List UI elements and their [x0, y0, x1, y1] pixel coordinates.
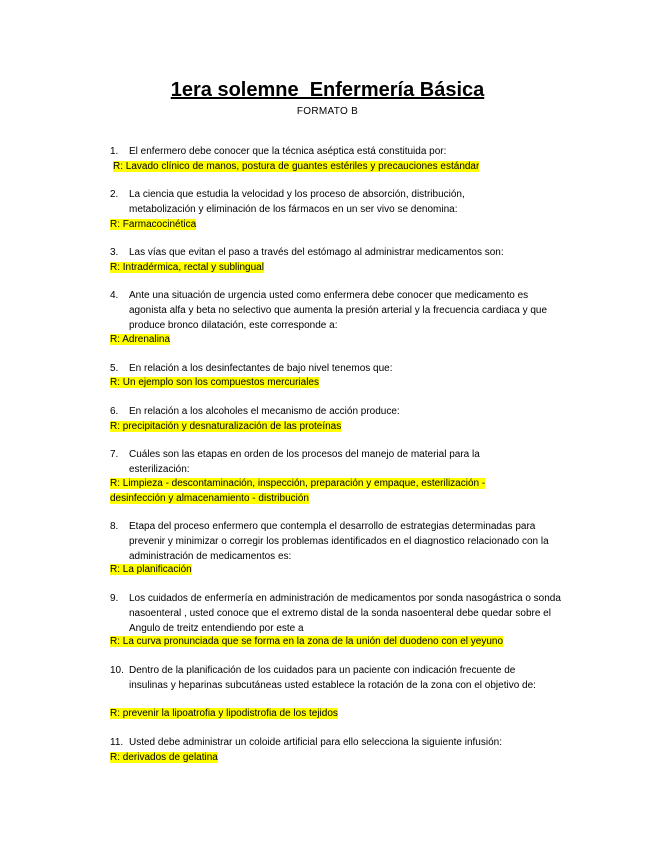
answer-7	[110, 476, 520, 506]
answer-text: R: La curva pronunciada que se forma en la zona de la unión del duodeno con el yeyuno	[110, 636, 504, 647]
question-number: 9.	[110, 593, 119, 604]
question-4	[110, 288, 565, 333]
answer-4	[110, 332, 170, 347]
question-text: Usted debe administrar un coloide artificial para ello selecciona la siguiente infusión:	[129, 737, 502, 748]
answer-text: R: derivados de gelatina	[110, 752, 218, 763]
question-text: Las vías que evitan el paso a través del estómago al administrar medicamentos son:	[129, 247, 504, 258]
answer-3	[110, 260, 264, 275]
question-text: Los cuidados de enfermería en administración de medicamentos por sonda nasogástrica o sonda nasoenteral , usted conoce que el extremo distal de la sonda nasoenteral debe quedar sobre el Angulo de treitz entendiendo por este a	[129, 593, 561, 634]
answer-text: R: La planificación	[110, 564, 192, 575]
question-1	[110, 144, 580, 159]
answer-2	[110, 217, 196, 232]
question-text: En relación a los alcoholes el mecanismo de acción produce:	[129, 406, 400, 417]
answer-text: R: Lavado clínico de manos, postura de guantes estériles y precauciones estándar	[113, 161, 480, 172]
page-title: 1era solemne Enfermería Básica	[170, 79, 485, 101]
answer-text: R: Adrenalina	[110, 334, 171, 345]
answer-11	[110, 750, 218, 765]
question-text: Dentro de la planificación de los cuidados para un paciente con indicación frecuente de insulinas y heparinas subcutáneas usted establece la rotación de la zona con el objetivo de:	[129, 665, 536, 691]
question-11	[110, 735, 560, 750]
answer-text: R: precipitación y desnaturalización de las proteínas	[110, 421, 342, 432]
question-10	[110, 663, 555, 693]
question-3	[110, 245, 580, 260]
question-number: 4.	[110, 290, 119, 301]
question-text: Etapa del proceso enfermero que contempla el desarrollo de estrategias determinadas para prevenir y minimizar o corregir los problemas identificados en el diagnostico relacionado con la administración de medicamentos es:	[129, 521, 549, 562]
question-6	[110, 404, 580, 419]
question-number: 10.	[110, 665, 124, 676]
question-number: 11.	[110, 737, 124, 748]
answer-text: R: Un ejemplo son los compuestos mercuriales	[110, 377, 319, 388]
answer-1	[113, 159, 479, 174]
answer-text: R: Farmacocinética	[110, 219, 197, 230]
question-number: 1.	[110, 146, 119, 157]
question-text: En relación a los desinfectantes de bajo nivel tenemos que:	[129, 363, 393, 374]
page-subtitle: FORMATO B	[296, 106, 359, 117]
question-number: 5.	[110, 363, 119, 374]
question-text: Cuáles son las etapas en orden de los procesos del manejo de material para la esterilización:	[129, 449, 480, 475]
question-number: 8.	[110, 521, 119, 532]
question-number: 3.	[110, 247, 119, 258]
answer-5	[110, 375, 319, 390]
question-number: 2.	[110, 189, 119, 200]
answer-text: R: Intradérmica, rectal y sublingual	[110, 262, 264, 273]
question-7	[110, 447, 530, 477]
question-number: 7.	[110, 449, 119, 460]
question-text: El enfermero debe conocer que la técnica aséptica está constituida por:	[129, 146, 447, 157]
question-8	[110, 519, 560, 564]
answer-text: R: Limpieza - descontaminación, inspección, preparación y empaque, esterilización - desinfección y almacenamiento - distribución	[110, 478, 486, 504]
question-number: 6.	[110, 406, 119, 417]
answer-6	[110, 419, 341, 434]
question-5	[110, 361, 580, 376]
question-text: Ante una situación de urgencia usted como enfermera debe conocer que medicamento es agonista alfa y beta no selectivo que aumenta la presión arterial y la frecuencia cardiaca y que produce bronco dilatación, este corresponde a:	[129, 290, 548, 331]
answer-10	[110, 706, 338, 721]
question-text: La ciencia que estudia la velocidad y los proceso de absorción, distribución, metabolización y eliminación de los fármacos en un ser vivo se denomina:	[129, 189, 465, 215]
answer-9	[110, 634, 503, 649]
answer-text: R: prevenir la lipoatrofia y lipodistrofia de los tejidos	[110, 708, 338, 719]
answer-8	[110, 562, 192, 577]
question-9	[110, 591, 565, 636]
question-2	[110, 187, 495, 217]
